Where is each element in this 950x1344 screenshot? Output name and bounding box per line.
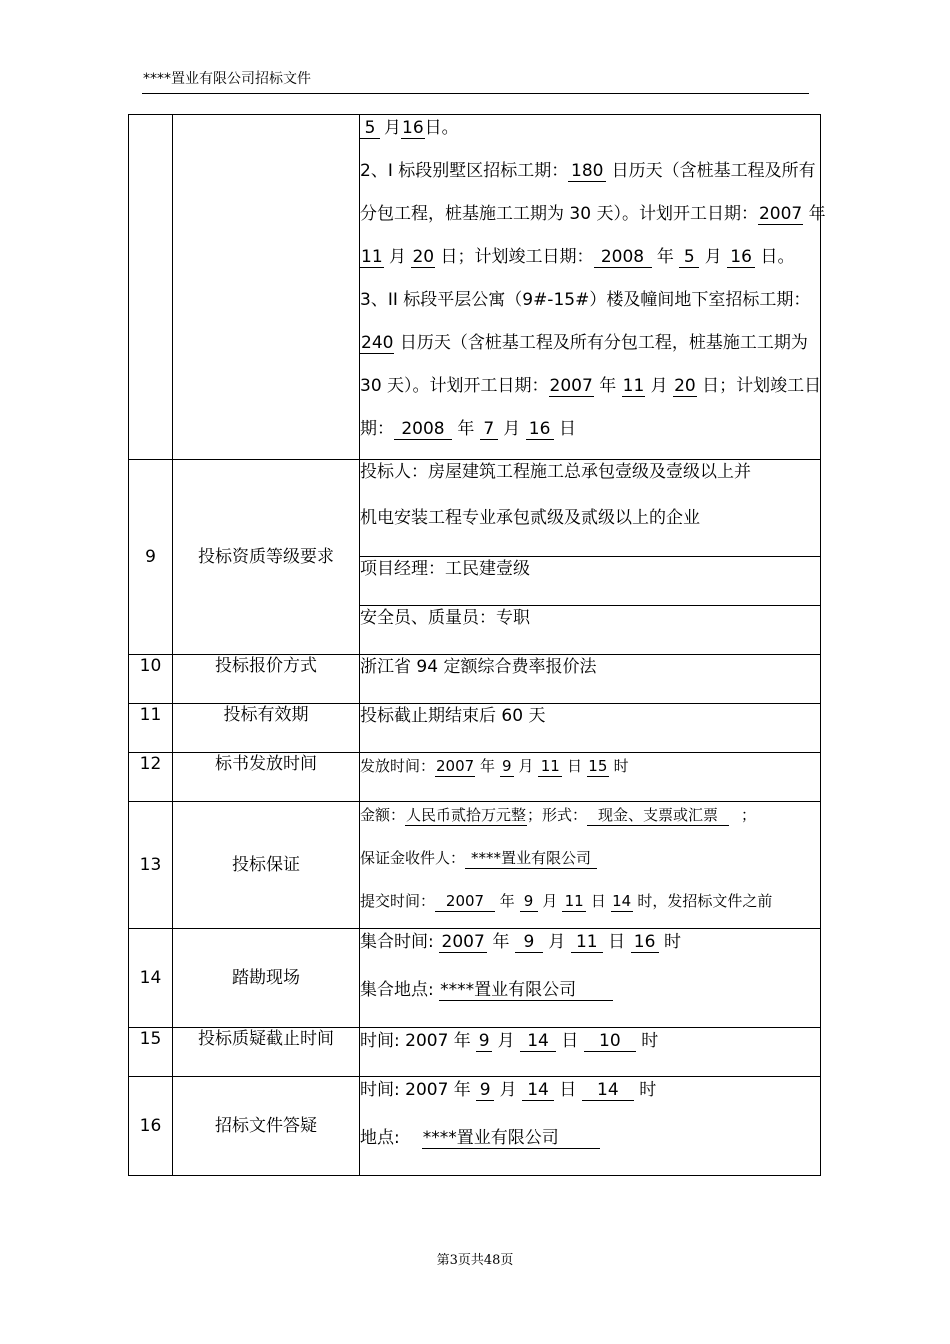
row-label-cell: 投标资质等级要求 — [173, 460, 360, 655]
document-header-title: ****置业有限公司招标文件 — [143, 71, 311, 87]
text: 日 — [556, 1031, 584, 1051]
text: 保证金收件人： — [360, 849, 466, 867]
text: 日历天（含桩基工程及所有 — [606, 161, 816, 181]
filled-value: 7 — [480, 419, 498, 440]
filled-value: 9 — [515, 932, 543, 953]
table-row-validity — [129, 704, 821, 753]
text: 投标截止期结束后 60 天 — [360, 706, 546, 726]
text: 项目经理：工民建壹级 — [360, 559, 530, 579]
row-label-cell: 投标报价方式 — [173, 655, 360, 704]
filled-value: 9 — [520, 891, 538, 912]
table-row-document-issue — [129, 753, 821, 802]
page-number-footer: 第3页共48页 — [436, 1253, 514, 1268]
row-label-cell: 标书发放时间 — [173, 753, 360, 802]
schedule-content-cell — [360, 115, 826, 460]
filled-value: 5 — [679, 247, 699, 268]
filled-value: 2007 — [436, 757, 475, 775]
text: 2、I 标段别墅区招标工期： — [360, 161, 569, 181]
filled-value: 2007 — [405, 1031, 449, 1051]
text: 安全员、质量员：专职 — [360, 608, 530, 628]
filled-value: 11 — [538, 756, 562, 777]
clarification-cell — [360, 1077, 821, 1176]
validity-cell — [360, 704, 821, 753]
text: 日；计划竣工日期： — [435, 247, 594, 267]
filled-value: 240 — [361, 333, 394, 353]
filled-value: 现金、支票或汇票 — [587, 805, 729, 826]
text: 月 — [645, 376, 674, 396]
text: 地点: — [360, 1128, 400, 1148]
text: 月 — [542, 932, 571, 952]
filled-value: 2007 — [549, 376, 593, 396]
row-label-cell — [173, 115, 360, 460]
table-row-clarification — [129, 1077, 821, 1176]
text: 年 — [651, 247, 680, 267]
text: 期： — [360, 419, 394, 439]
site-visit-cell — [360, 929, 821, 1028]
query-deadline-cell — [360, 1028, 821, 1077]
row-label-cell: 踏勘现场 — [173, 929, 360, 1028]
text: 时 — [608, 757, 629, 775]
filled-value: 人民币贰拾万元整 — [406, 806, 527, 824]
text: 时间: — [360, 1031, 406, 1051]
filled-value: 11 — [562, 891, 586, 912]
text: 时间: — [360, 1080, 406, 1100]
text: 日 — [562, 757, 587, 775]
table-row-schedule-continued — [129, 115, 821, 460]
filled-value: ****置业有限公司 — [439, 980, 613, 1001]
filled-value: ****置业有限公司 — [422, 1128, 600, 1149]
filled-value: 16 — [526, 419, 554, 440]
text: 提交时间： — [360, 892, 436, 910]
text: 年 — [475, 757, 500, 775]
filled-value: 16 — [631, 932, 659, 953]
bidding-info-table — [128, 114, 826, 1176]
filled-value: 2007 — [758, 204, 803, 224]
filled-value: 20 — [674, 376, 696, 396]
filled-value: 14 — [520, 1031, 556, 1052]
text: 机电安装工程专业承包贰级及贰级以上的企业 — [360, 508, 700, 528]
row-number-cell: 15 — [129, 1028, 173, 1077]
text: 日历天（含桩基工程及所有分包工程，桩基施工工期为 — [394, 333, 808, 353]
table-row-site-visit — [129, 929, 821, 1028]
text: 日。 — [424, 118, 459, 138]
row-label-cell: 投标有效期 — [173, 704, 360, 753]
text: 发放时间： — [360, 757, 436, 775]
row-number-cell: 9 — [129, 460, 173, 655]
header-divider — [142, 93, 809, 94]
row-label-cell: 投标保证 — [173, 802, 360, 929]
filled-value: 2007 — [435, 891, 495, 912]
filled-value: 9 — [476, 1031, 492, 1052]
pricing-method-cell — [360, 655, 821, 704]
filled-value: 2008 — [394, 419, 452, 440]
filled-value: 11 — [361, 247, 383, 267]
text: 投标人：房屋建筑工程施工总承包壹级及壹级以上并 — [360, 462, 751, 482]
document-issue-cell — [360, 753, 821, 802]
row-number-cell: 12 — [129, 753, 173, 802]
table-row-pricing-method — [129, 655, 821, 704]
text: 年 — [487, 932, 515, 952]
table-row-bid-bond — [129, 802, 821, 929]
text: 月 — [494, 1080, 523, 1100]
text: 月 — [537, 892, 563, 910]
filled-value: 14 — [582, 1080, 634, 1101]
row-number-cell — [129, 115, 173, 460]
filled-value: 11 — [622, 376, 645, 396]
text: 年 — [495, 892, 520, 910]
row-number-cell: 13 — [129, 802, 173, 929]
qualification-staff-cell — [360, 606, 821, 655]
text: 日 — [554, 1080, 582, 1100]
filled-value: ****置业有限公司 — [465, 848, 597, 869]
filled-value: 2008 — [594, 247, 652, 268]
text: 时 — [633, 1080, 657, 1100]
text: 年 — [448, 1080, 477, 1100]
text: 集合时间: — [360, 932, 440, 952]
filled-value: 20 — [412, 247, 435, 267]
filled-value: 180 — [568, 161, 606, 182]
text: 分包工程，桩基施工工期为 30 天）。计划开工日期： — [360, 204, 758, 224]
text: 年 — [593, 376, 622, 396]
text: 年 — [803, 204, 826, 224]
bid-bond-cell — [360, 802, 821, 929]
filled-value: 2007 — [439, 932, 487, 953]
filled-value: 14 — [522, 1080, 554, 1101]
filled-value: 14 — [612, 892, 632, 910]
text: 日；计划竣工日 — [696, 376, 822, 396]
row-label-cell: 招标文件答疑 — [173, 1077, 360, 1176]
text: 时，发招标文件之前 — [632, 892, 773, 910]
text: 月 — [497, 419, 526, 439]
text: 年 — [448, 1031, 477, 1051]
filled-value: 10 — [584, 1031, 636, 1052]
text: 3、II 标段平层公寓（9#-15#）楼及幢间地下室招标工期： — [360, 290, 811, 310]
filled-value: 16 — [727, 247, 755, 268]
text: 时 — [635, 1031, 659, 1051]
filled-value: 11 — [571, 932, 603, 953]
text: 月 — [513, 757, 539, 775]
table-row-query-deadline — [129, 1028, 821, 1077]
qualification-bidder-cell — [360, 460, 821, 557]
text: 月 — [383, 247, 412, 267]
filled-value: 15 — [588, 757, 608, 775]
filled-value: 2007 — [405, 1080, 449, 1100]
text: ；形式： — [527, 806, 588, 824]
text: 金额： — [360, 806, 406, 824]
text: 月 — [699, 247, 728, 267]
text: 时 — [658, 932, 681, 952]
row-number-cell: 10 — [129, 655, 173, 704]
filled-value: 9 — [500, 756, 514, 777]
text: 集合地点: — [360, 980, 440, 1000]
text: 日 — [553, 419, 577, 439]
text: 年 — [452, 419, 480, 439]
text: 30 天）。计划开工日期： — [360, 376, 549, 396]
text: 日。 — [755, 247, 795, 267]
row-label-cell: 投标质疑截止时间 — [173, 1028, 360, 1077]
text: 月 — [492, 1031, 521, 1051]
filled-value: 9 — [476, 1080, 494, 1101]
text: 日 — [602, 932, 631, 952]
filled-value: 16 — [402, 118, 424, 138]
qualification-manager-cell — [360, 557, 821, 606]
row-number-cell: 16 — [129, 1077, 173, 1176]
text: 月 — [384, 118, 401, 138]
filled-value: 5 — [360, 118, 380, 139]
row-number-cell: 11 — [129, 704, 173, 753]
text: ； — [741, 806, 757, 824]
text: 日 — [586, 892, 611, 910]
table-row-qualification — [129, 460, 821, 557]
text: 浙江省 94 定额综合费率报价法 — [360, 657, 597, 677]
row-number-cell: 14 — [129, 929, 173, 1028]
